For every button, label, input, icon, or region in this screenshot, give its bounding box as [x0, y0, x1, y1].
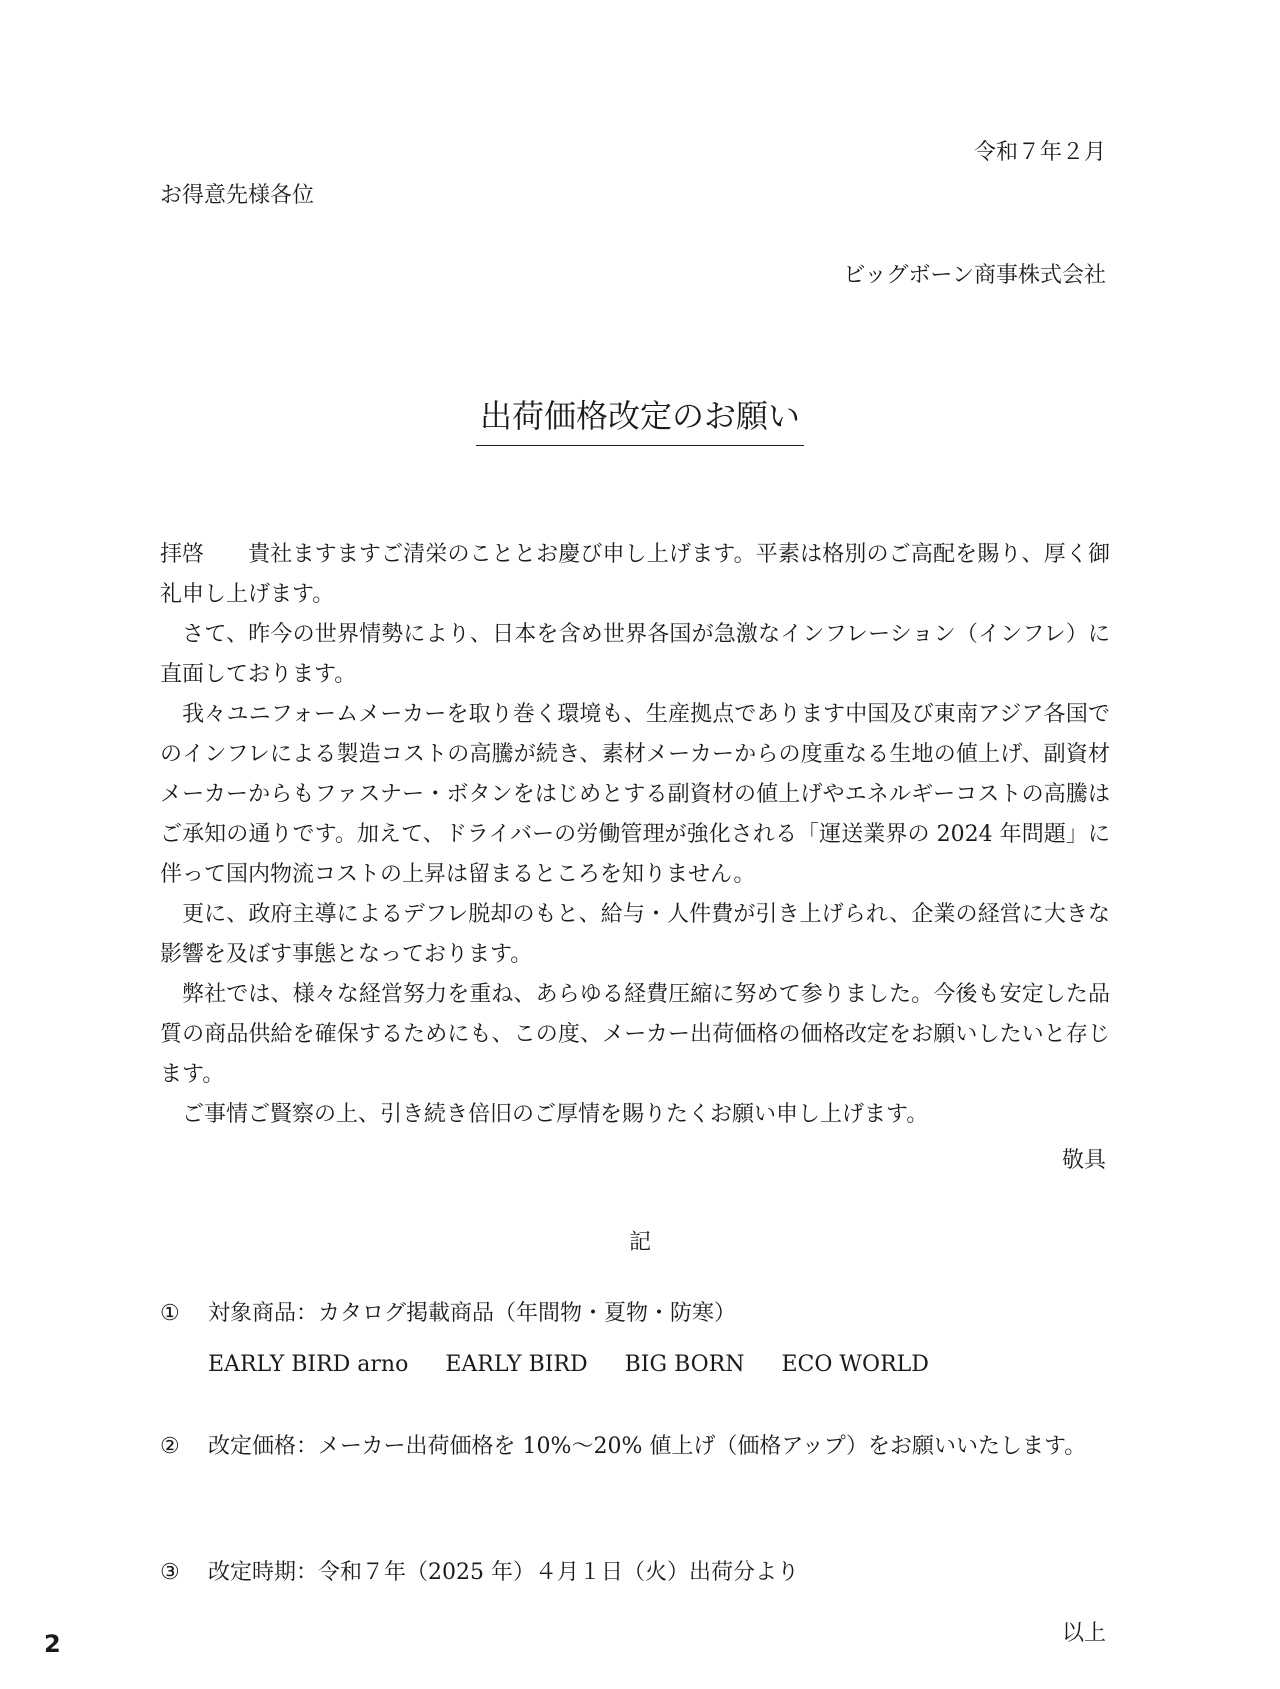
- paragraph-4: [160, 895, 1110, 975]
- paragraph-5: [160, 975, 1110, 1095]
- paragraph-text: 我々ユニフォームメーカーを取り巻く環境も、生産拠点であります中国及び東南アジア各国でのインフレによる製造コストの高騰が続き、素材メーカーからの度重なる生地の値上げ、副資材メーカーからもファスナー・ボタンをはじめとする副資材の値上げやエネルギーコストの高騰はご承知の通りです。加えて、ドライバーの労働管理が強化される「運送業界の 2024 年問題」に伴って国内物流コストの上昇は留まるところを知りません。: [160, 702, 1110, 887]
- item-revision-date: 改定時期：令和７年（2025 年）４月１日（火）出荷分より: [208, 1560, 799, 1585]
- paragraph-text: 貴社ますますご清栄のこととお慶び申し上げます。平素は格別のご高配を賜り、厚く御礼申し上げます。: [160, 542, 1110, 607]
- ki-heading: 記: [628, 1230, 651, 1255]
- paragraph-2: [160, 615, 1110, 695]
- paragraph-text: 弊社では、様々な経営努力を重ね、あらゆる経費圧縮に努めて参りました。今後も安定した品質の商品供給を確保するためにも、この度、メーカー出荷価格の価格改定をお願いしたいと存じます。: [160, 982, 1110, 1087]
- paragraph-text: さて、昨今の世界情勢により、日本を含め世界各国が急激なインフレーション（インフレ）に直面しております。: [160, 622, 1110, 687]
- salutation: 拝啓: [160, 542, 205, 567]
- document-title: [0, 397, 1280, 435]
- paragraph-text: ご事情ご賢察の上、引き続き倍旧のご厚情を賜りたくお願い申し上げます。: [182, 1102, 929, 1127]
- brand-item: ECO WORLD: [781, 1352, 929, 1377]
- item-number: ③: [160, 1560, 180, 1585]
- title-text: 出荷価格改定のお願い: [476, 397, 804, 446]
- page-number: 2: [44, 1630, 61, 1658]
- item-number: ①: [160, 1301, 180, 1326]
- paragraph-3: [160, 695, 1110, 895]
- brand-item: EARLY BIRD: [445, 1352, 588, 1377]
- brand-item: BIG BORN: [624, 1352, 745, 1377]
- item-revised-price: 改定価格：メーカー出荷価格を 10%～20% 値上げ（価格アップ）をお願いいたします。: [208, 1434, 1087, 1459]
- closing-ijou: 以上: [1061, 1621, 1106, 1646]
- brand-list: [208, 1352, 959, 1377]
- letter-body: [160, 535, 1110, 1135]
- paragraph-1: [160, 535, 1110, 615]
- brand-item: EARLY BIRD arno: [208, 1352, 409, 1377]
- closing-keigu: 敬具: [1061, 1148, 1106, 1173]
- document-date: 令和７年２月: [973, 140, 1106, 165]
- paragraph-6: [160, 1095, 1110, 1135]
- recipient: お得意先様各位: [160, 183, 315, 208]
- sender-company: ビッグボーン商事株式会社: [843, 263, 1106, 288]
- item-number: ②: [160, 1434, 180, 1459]
- paragraph-text: 更に、政府主導によるデフレ脱却のもと、給与・人件費が引き上げられ、企業の経営に大きな影響を及ぼす事態となっております。: [160, 902, 1110, 967]
- item-target-products: 対象商品：カタログ掲載商品（年間物・夏物・防寒）: [208, 1301, 737, 1326]
